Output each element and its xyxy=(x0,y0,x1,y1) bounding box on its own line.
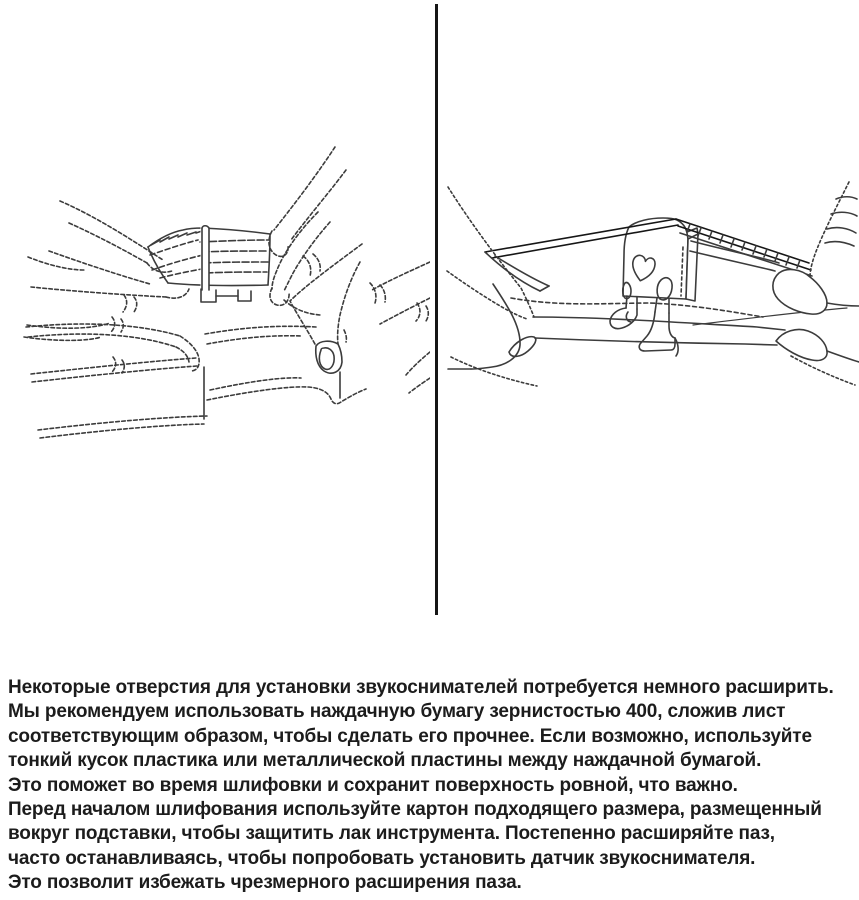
bridge-blank xyxy=(201,226,251,302)
instruction-line: Некоторые отверстия для установки звукоснимателей потребуется немного расширить. xyxy=(8,677,834,698)
instruction-line: тонкий кусок пластика или металлической пластины между наждачной бумагой. xyxy=(8,750,762,772)
violin-body-outline xyxy=(26,324,366,438)
right-hand xyxy=(773,182,859,385)
instruction-line: Это позволит избежать чрезмерного расширения паза. xyxy=(8,872,522,894)
instruction-line: Перед началом шлифования используйте картон подходящего размера, размещенный xyxy=(8,799,822,821)
right-hand xyxy=(269,147,430,393)
right-hand-fingertip xyxy=(316,341,342,373)
left-hand xyxy=(447,187,537,386)
vertical-divider xyxy=(435,4,438,615)
left-hand xyxy=(24,201,189,373)
figure-sandpaper-under-bridge xyxy=(445,0,859,620)
figure-sanding-with-folded-sandpaper xyxy=(0,0,430,620)
instruction-line: соответствующим образом, чтобы сделать его прочнее. Если возможно, используйте xyxy=(8,725,812,747)
instruction-line: часто останавливаясь, чтобы попробовать установить датчик звукоснимателя. xyxy=(8,847,756,869)
violin-rib-lines xyxy=(204,367,340,419)
bridge xyxy=(610,218,698,356)
instruction-line: Мы рекомендуем использовать наждачную бумагу зернистостью 400, сложив лист xyxy=(8,701,786,723)
instruction-text xyxy=(8,676,855,896)
instruction-line: Это поможет во время шлифовки и сохранит поверхность ровной, что важно. xyxy=(8,774,738,796)
instruction-line: вокруг подставки, чтобы защитить лак инструмента. Постепенно расширяйте паз, xyxy=(8,823,775,845)
